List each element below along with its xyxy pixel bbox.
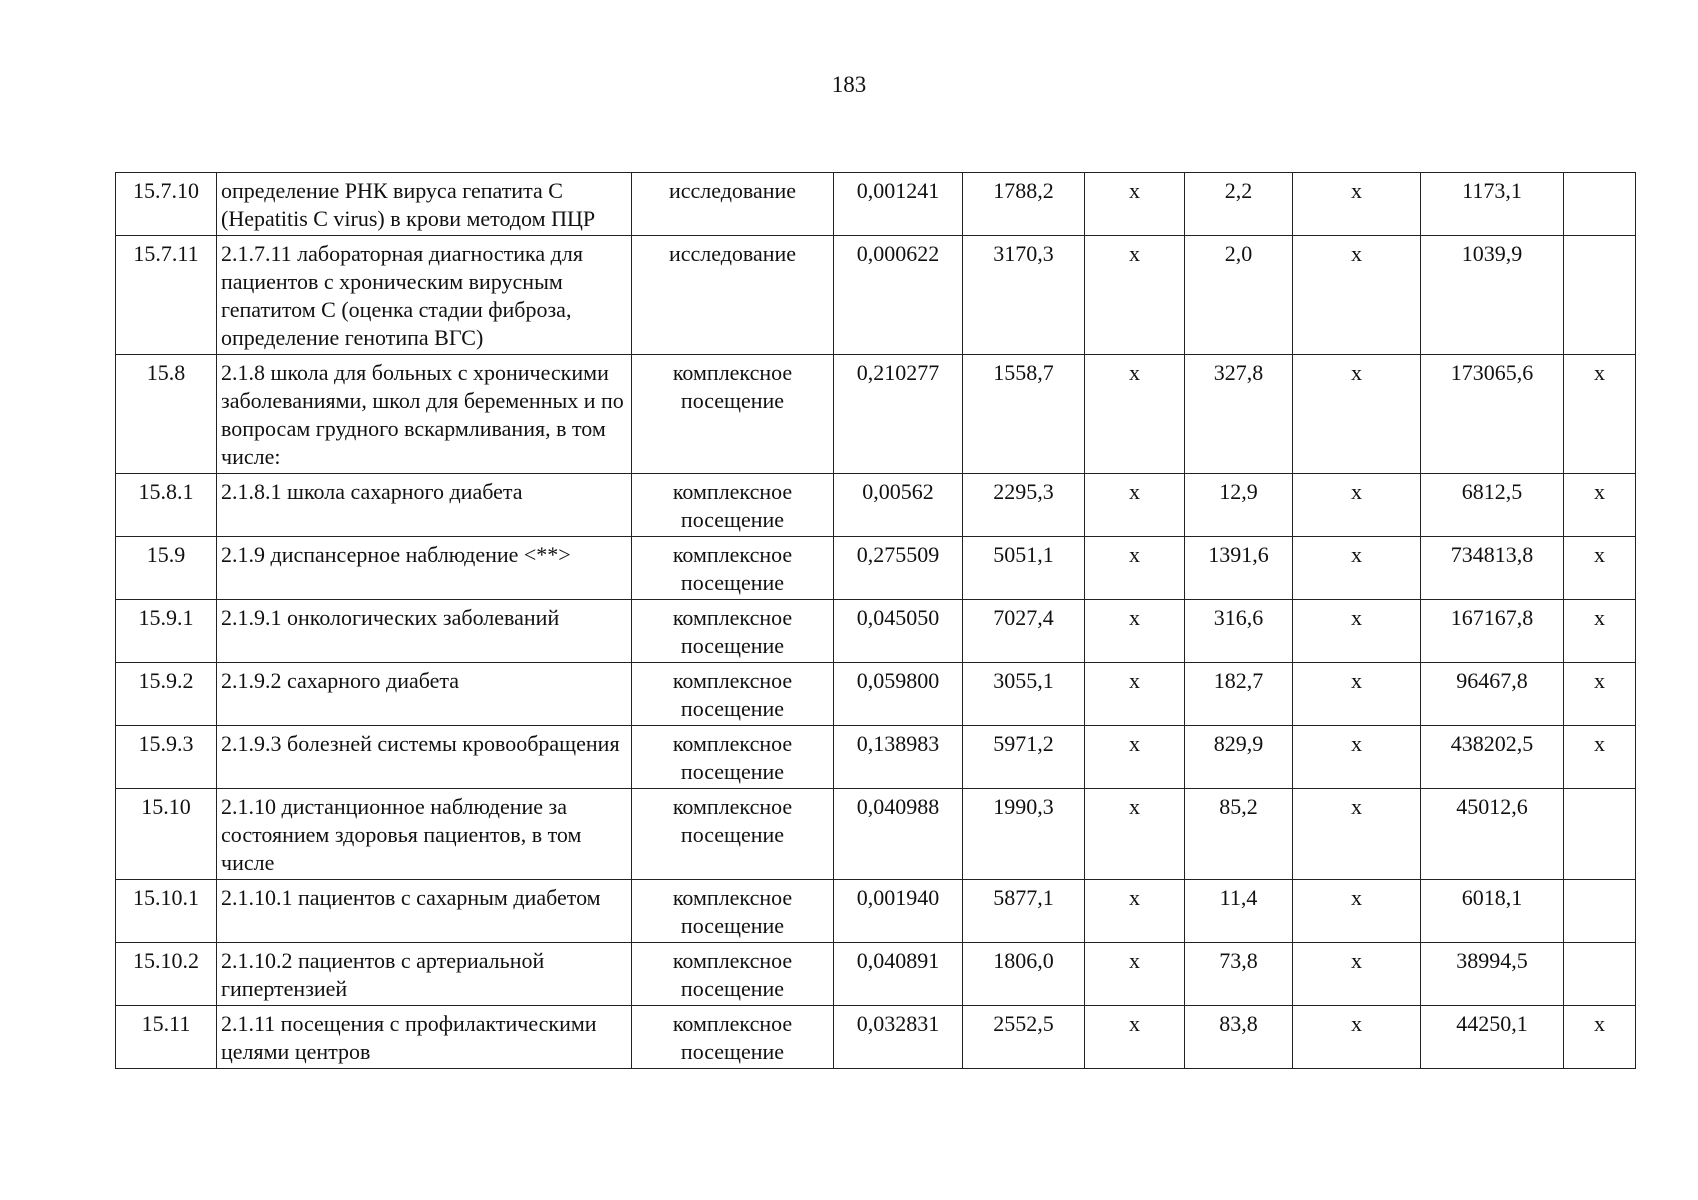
cell-x-mark: х (1293, 663, 1421, 726)
cell-x-mark: х (1085, 943, 1185, 1006)
cell-x-mark: х (1085, 236, 1185, 355)
cell-per-capita: 316,6 (1185, 600, 1293, 663)
cell-total-cost: 734813,8 (1421, 537, 1564, 600)
cell-cost-norm: 3170,3 (963, 236, 1085, 355)
cell-service-name: определение РНК вируса гепатита С (Hepatitis C virus) в крови методом ПЦР (217, 173, 632, 236)
cell-x-mark: х (1293, 726, 1421, 789)
table-row (116, 355, 1636, 474)
cell-row-number: 15.8 (116, 355, 217, 474)
table-row (116, 943, 1636, 1006)
table-row (116, 474, 1636, 537)
cell-cost-norm: 7027,4 (963, 600, 1085, 663)
cell-row-number: 15.10 (116, 789, 217, 880)
cell-row-number: 15.10.1 (116, 880, 217, 943)
cell-x-mark: х (1293, 943, 1421, 1006)
cell-x-mark: х (1293, 474, 1421, 537)
cell-total-cost: 6018,1 (1421, 880, 1564, 943)
cell-row-number: 15.9.3 (116, 726, 217, 789)
cell-unit: комплексное посещение (632, 474, 834, 537)
cell-per-capita: 11,4 (1185, 880, 1293, 943)
cell-unit: комплексное посещение (632, 1006, 834, 1069)
cell-service-name: 2.1.9.1 онкологических заболеваний (217, 600, 632, 663)
cell-x-mark: х (1293, 1006, 1421, 1069)
cell-x-mark: х (1564, 474, 1636, 537)
table-row (116, 173, 1636, 236)
cell-per-capita: 85,2 (1185, 789, 1293, 880)
cell-unit: исследование (632, 173, 834, 236)
cell-x-mark: х (1085, 173, 1185, 236)
cell-volume-norm: 0,045050 (834, 600, 963, 663)
cell-cost-norm: 3055,1 (963, 663, 1085, 726)
cell-service-name: 2.1.10.2 пациентов с артериальной гипертензией (217, 943, 632, 1006)
cell-per-capita: 2,2 (1185, 173, 1293, 236)
cell-unit: комплексное посещение (632, 663, 834, 726)
cell-total-cost: 96467,8 (1421, 663, 1564, 726)
cell-volume-norm: 0,000622 (834, 236, 963, 355)
cell-total-cost: 1173,1 (1421, 173, 1564, 236)
cell-cost-norm: 1558,7 (963, 355, 1085, 474)
table-row (116, 1006, 1636, 1069)
cell-x-mark: х (1293, 537, 1421, 600)
cell-cost-norm: 1990,3 (963, 789, 1085, 880)
cell-unit: комплексное посещение (632, 537, 834, 600)
page-number: 183 (831, 72, 867, 97)
cell-cost-norm: 1788,2 (963, 173, 1085, 236)
cell-total-cost: 1039,9 (1421, 236, 1564, 355)
cell-service-name: 2.1.9.3 болезней системы кровообращения (217, 726, 632, 789)
cell-total-cost: 438202,5 (1421, 726, 1564, 789)
cell-cost-norm: 5971,2 (963, 726, 1085, 789)
cell-row-number: 15.11 (116, 1006, 217, 1069)
cell-unit: исследование (632, 236, 834, 355)
cell-total-cost: 6812,5 (1421, 474, 1564, 537)
cell-x-mark (1564, 943, 1636, 1006)
cell-volume-norm: 0,210277 (834, 355, 963, 474)
cell-unit: комплексное посещение (632, 726, 834, 789)
cell-x-mark: х (1564, 663, 1636, 726)
cell-volume-norm: 0,040891 (834, 943, 963, 1006)
table-row (116, 537, 1636, 600)
cell-row-number: 15.8.1 (116, 474, 217, 537)
cell-row-number: 15.9.2 (116, 663, 217, 726)
cell-x-mark (1564, 236, 1636, 355)
cell-unit: комплексное посещение (632, 943, 834, 1006)
cell-x-mark: х (1085, 880, 1185, 943)
cell-cost-norm: 5877,1 (963, 880, 1085, 943)
cell-service-name: 2.1.10 дистанционное наблюдение за состоянием здоровья пациентов, в том числе (217, 789, 632, 880)
table-row (116, 726, 1636, 789)
cell-volume-norm: 0,001241 (834, 173, 963, 236)
cell-unit: комплексное посещение (632, 355, 834, 474)
cell-volume-norm: 0,032831 (834, 1006, 963, 1069)
table-row (116, 236, 1636, 355)
cell-x-mark: х (1293, 236, 1421, 355)
cell-x-mark: х (1085, 537, 1185, 600)
cell-x-mark: х (1564, 355, 1636, 474)
cell-x-mark (1564, 789, 1636, 880)
cell-x-mark: х (1564, 726, 1636, 789)
cell-unit: комплексное посещение (632, 789, 834, 880)
cell-unit: комплексное посещение (632, 880, 834, 943)
cell-row-number: 15.7.11 (116, 236, 217, 355)
cell-x-mark: х (1293, 880, 1421, 943)
cell-volume-norm: 0,275509 (834, 537, 963, 600)
cell-total-cost: 45012,6 (1421, 789, 1564, 880)
cell-volume-norm: 0,001940 (834, 880, 963, 943)
cell-x-mark: х (1085, 1006, 1185, 1069)
cell-service-name: 2.1.10.1 пациентов с сахарным диабетом (217, 880, 632, 943)
cell-x-mark: х (1085, 789, 1185, 880)
cell-x-mark: х (1293, 173, 1421, 236)
cell-cost-norm: 1806,0 (963, 943, 1085, 1006)
cell-cost-norm: 2552,5 (963, 1006, 1085, 1069)
cell-unit: комплексное посещение (632, 600, 834, 663)
cell-total-cost: 44250,1 (1421, 1006, 1564, 1069)
cell-x-mark (1564, 173, 1636, 236)
cell-x-mark: х (1293, 789, 1421, 880)
cell-row-number: 15.10.2 (116, 943, 217, 1006)
cell-row-number: 15.7.10 (116, 173, 217, 236)
cell-x-mark: х (1085, 663, 1185, 726)
cell-volume-norm: 0,00562 (834, 474, 963, 537)
cell-total-cost: 38994,5 (1421, 943, 1564, 1006)
cell-x-mark: х (1085, 726, 1185, 789)
cell-x-mark: х (1564, 1006, 1636, 1069)
cell-per-capita: 12,9 (1185, 474, 1293, 537)
table-row (116, 789, 1636, 880)
cell-service-name: 2.1.9 диспансерное наблюдение <**> (217, 537, 632, 600)
cell-volume-norm: 0,138983 (834, 726, 963, 789)
cell-row-number: 15.9.1 (116, 600, 217, 663)
cell-total-cost: 167167,8 (1421, 600, 1564, 663)
cell-x-mark: х (1085, 600, 1185, 663)
cell-per-capita: 2,0 (1185, 236, 1293, 355)
cell-x-mark: х (1564, 537, 1636, 600)
cell-per-capita: 182,7 (1185, 663, 1293, 726)
cell-service-name: 2.1.11 посещения с профилактическими целями центров (217, 1006, 632, 1069)
cell-x-mark: х (1293, 355, 1421, 474)
cell-cost-norm: 5051,1 (963, 537, 1085, 600)
cell-volume-norm: 0,040988 (834, 789, 963, 880)
cell-per-capita: 829,9 (1185, 726, 1293, 789)
table-row (116, 663, 1636, 726)
cell-service-name: 2.1.8.1 школа сахарного диабета (217, 474, 632, 537)
table-row (116, 600, 1636, 663)
cell-per-capita: 83,8 (1185, 1006, 1293, 1069)
cell-cost-norm: 2295,3 (963, 474, 1085, 537)
cell-service-name: 2.1.9.2 сахарного диабета (217, 663, 632, 726)
cell-x-mark: х (1564, 600, 1636, 663)
cell-service-name: 2.1.8 школа для больных с хроническими заболеваниями, школ для беременных и по вопросам грудного вскармливания, в том числе: (217, 355, 632, 474)
data-table (115, 172, 1636, 1069)
cell-volume-norm: 0,059800 (834, 663, 963, 726)
cell-x-mark: х (1085, 355, 1185, 474)
cell-total-cost: 173065,6 (1421, 355, 1564, 474)
cell-per-capita: 1391,6 (1185, 537, 1293, 600)
cell-per-capita: 73,8 (1185, 943, 1293, 1006)
cell-x-mark: х (1085, 474, 1185, 537)
cell-service-name: 2.1.7.11 лабораторная диагностика для пациентов с хроническим вирусным гепатитом С (оценка стадии фиброза, определение генотипа ВГС) (217, 236, 632, 355)
table-row (116, 880, 1636, 943)
cell-x-mark: х (1293, 600, 1421, 663)
cell-row-number: 15.9 (116, 537, 217, 600)
cell-x-mark (1564, 880, 1636, 943)
cell-per-capita: 327,8 (1185, 355, 1293, 474)
